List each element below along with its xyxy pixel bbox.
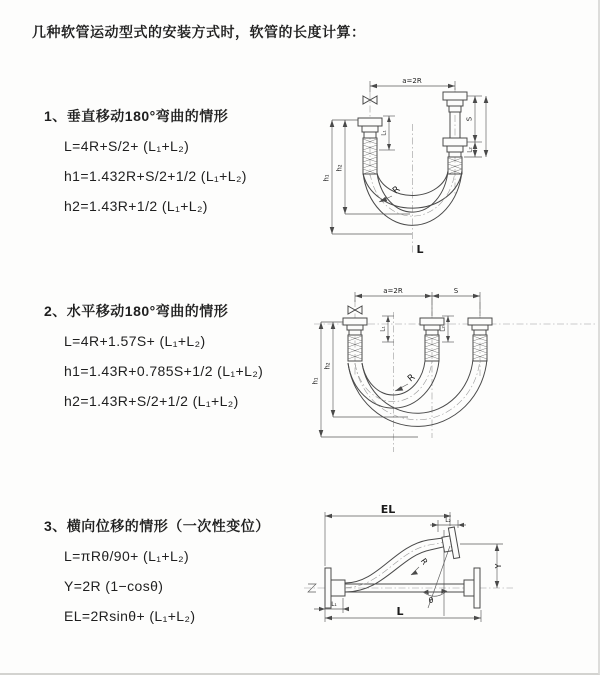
right-flange bbox=[464, 568, 480, 608]
dim-label-s: S bbox=[453, 287, 459, 295]
dim-label-l1: L₁ bbox=[380, 326, 387, 332]
formula-line: L=4R+1.57S+ (L₁+L₂) bbox=[64, 333, 206, 349]
dim-label-s: S bbox=[465, 116, 474, 122]
dim-label-l2: L₂ bbox=[440, 326, 447, 332]
angle-label: θ bbox=[428, 596, 434, 605]
dim-label-h2: h₂ bbox=[323, 362, 332, 370]
dim-label-h2: h₂ bbox=[335, 164, 344, 172]
section-3-heading: 3、横向位移的情形（一次性变位） bbox=[44, 518, 270, 534]
diagram-vertical-u-bend bbox=[312, 72, 592, 262]
diagram-lateral-displacement bbox=[298, 500, 598, 662]
radius-label: R bbox=[418, 556, 430, 567]
formula-line: h2=1.43R+1/2 (L₁+L₂) bbox=[64, 198, 208, 214]
raised-flange bbox=[441, 527, 460, 560]
formula-line: Y=2R (1−cosθ) bbox=[64, 578, 164, 594]
formula-line: h1=1.43R+0.785S+1/2 (L₁+L₂) bbox=[64, 363, 264, 379]
radius-label: R bbox=[406, 372, 418, 385]
left-pipe-fitting bbox=[358, 118, 382, 138]
dim-label-el: EL bbox=[380, 503, 396, 516]
valve-icon bbox=[348, 306, 362, 314]
formula-line: h1=1.432R+S/2+1/2 (L₁+L₂) bbox=[64, 168, 247, 184]
radius-label: R bbox=[391, 184, 403, 197]
hose-u-bends bbox=[348, 359, 487, 426]
dim-label-h1: h₁ bbox=[322, 174, 331, 182]
dim-label-a2r: a=2R bbox=[402, 77, 422, 85]
formula-line: L=πRθ/90+ (L₁+L₂) bbox=[64, 548, 190, 564]
length-label: L bbox=[416, 243, 424, 256]
diagram-horizontal-u-bend bbox=[308, 284, 600, 456]
dim-label-a2r: a=2R bbox=[383, 287, 403, 295]
section-1-heading: 1、垂直移动180°弯曲的情形 bbox=[44, 108, 229, 124]
formula-line: EL=2Rsinθ+ (L₁+L₂) bbox=[64, 608, 196, 624]
dim-label-l2: L₂ bbox=[467, 147, 474, 153]
section-2-heading: 2、水平移动180°弯曲的情形 bbox=[44, 303, 229, 319]
braids bbox=[348, 335, 487, 361]
dim-label-y: Y bbox=[494, 563, 503, 569]
dimension-arrowheads bbox=[319, 294, 480, 437]
radius-leader bbox=[395, 373, 417, 391]
dim-label-l1: L₁ bbox=[381, 130, 388, 136]
formula-line: h2=1.43R+S/2+1/2 (L₁+L₂) bbox=[64, 393, 239, 409]
formula-line: L=4R+S/2+ (L₁+L₂) bbox=[64, 138, 190, 154]
dim-label-h1: h₁ bbox=[311, 377, 320, 385]
page-title: 几种软管运动型式的安装方式时，软管的长度计算： bbox=[32, 24, 366, 40]
dim-el bbox=[325, 503, 451, 566]
dimension-arrowheads bbox=[319, 514, 499, 621]
dim-a2r bbox=[370, 77, 455, 92]
dim-s bbox=[432, 287, 480, 316]
pipe-fittings bbox=[343, 318, 492, 335]
dim-label-l1: L₁ bbox=[331, 602, 337, 608]
centerlines bbox=[370, 88, 455, 255]
dim-a2r bbox=[355, 287, 432, 316]
dim-label-l2: L₂ bbox=[445, 518, 451, 524]
dim-h1 bbox=[312, 322, 419, 437]
dim-label-l: L bbox=[396, 605, 404, 618]
